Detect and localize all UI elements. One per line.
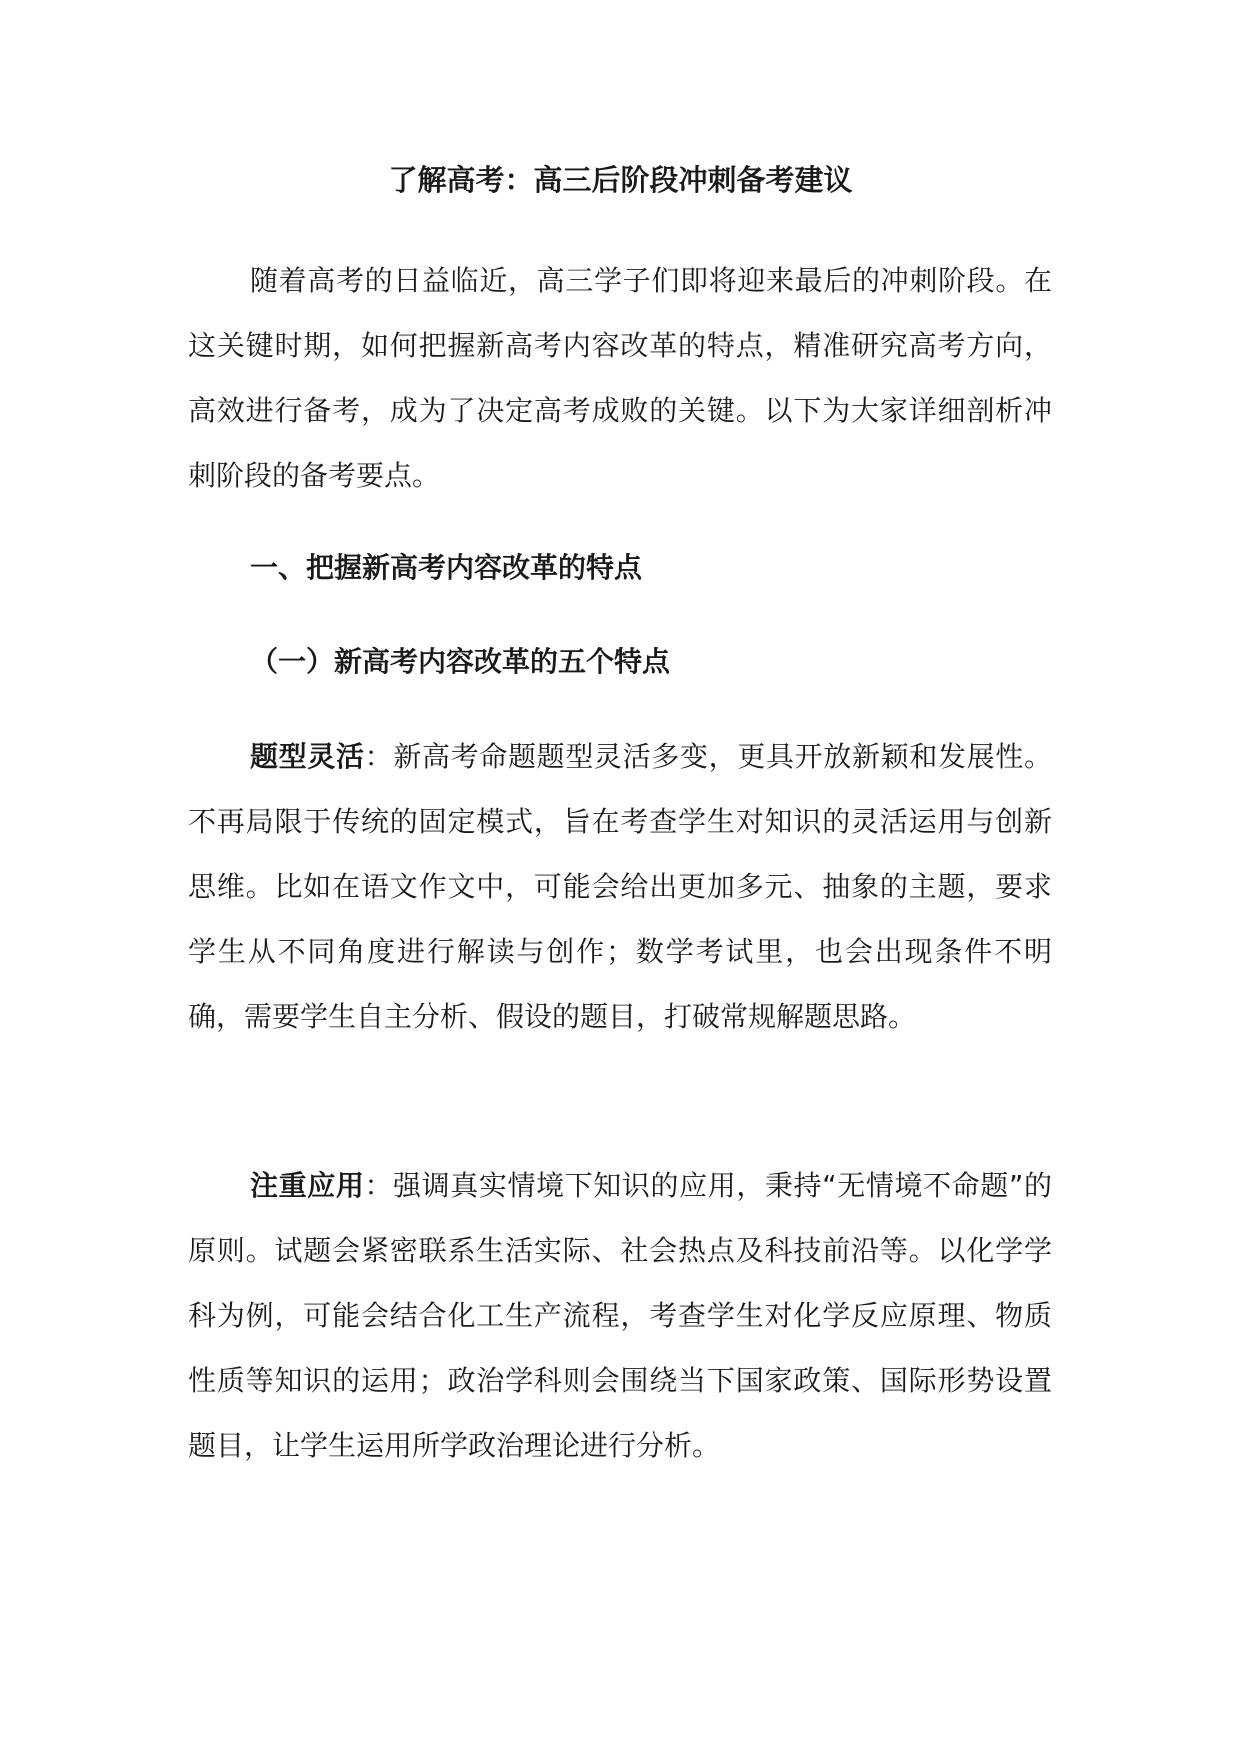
point-flexible-question-types	[188, 724, 1052, 1049]
point-lead: 题型灵活	[250, 740, 365, 773]
point-body: ：强调真实情境下知识的应用，秉持“无情境不命题”的原则。试题会紧密联系生活实际、社会热点及科技前沿等。以化学学科为例，可能会结合化工生产流程，考查学生对化学反应原理、物质性质等知识的运用；政治学科则会围绕当下国家政策、国际形势设置题目，让学生运用所学政治理论进行分析。	[188, 1169, 1052, 1462]
point-body: ：新高考命题题型灵活多变，更具开放新颖和发展性。不再局限于传统的固定模式，旨在考查学生对知识的灵活运用与创新思维。比如在语文作文中，可能会给出更加多元、抽象的主题，要求学生从不同角度进行解读与创作；数学考试里，也会出现条件不明确，需要学生自主分析、假设的题目，打破常规解题思路。	[188, 740, 1052, 1033]
intro-paragraph: 随着高考的日益临近，高三学子们即将迎来最后的冲刺阶段。在这关键时期，如何把握新高考内容改革的特点，精准研究高考方向，高效进行备考，成为了决定高考成败的关键。以下为大家详细剖析冲刺阶段的备考要点。	[188, 264, 1052, 492]
document-title: 了解高考：高三后阶段冲刺备考建议	[388, 163, 853, 197]
section-heading: 一、把握新高考内容改革的特点	[250, 551, 643, 584]
subsection-heading: （一）新高考内容改革的五个特点	[250, 645, 671, 678]
point-lead: 注重应用	[250, 1169, 365, 1202]
point-emphasis-on-application	[188, 1153, 1052, 1478]
